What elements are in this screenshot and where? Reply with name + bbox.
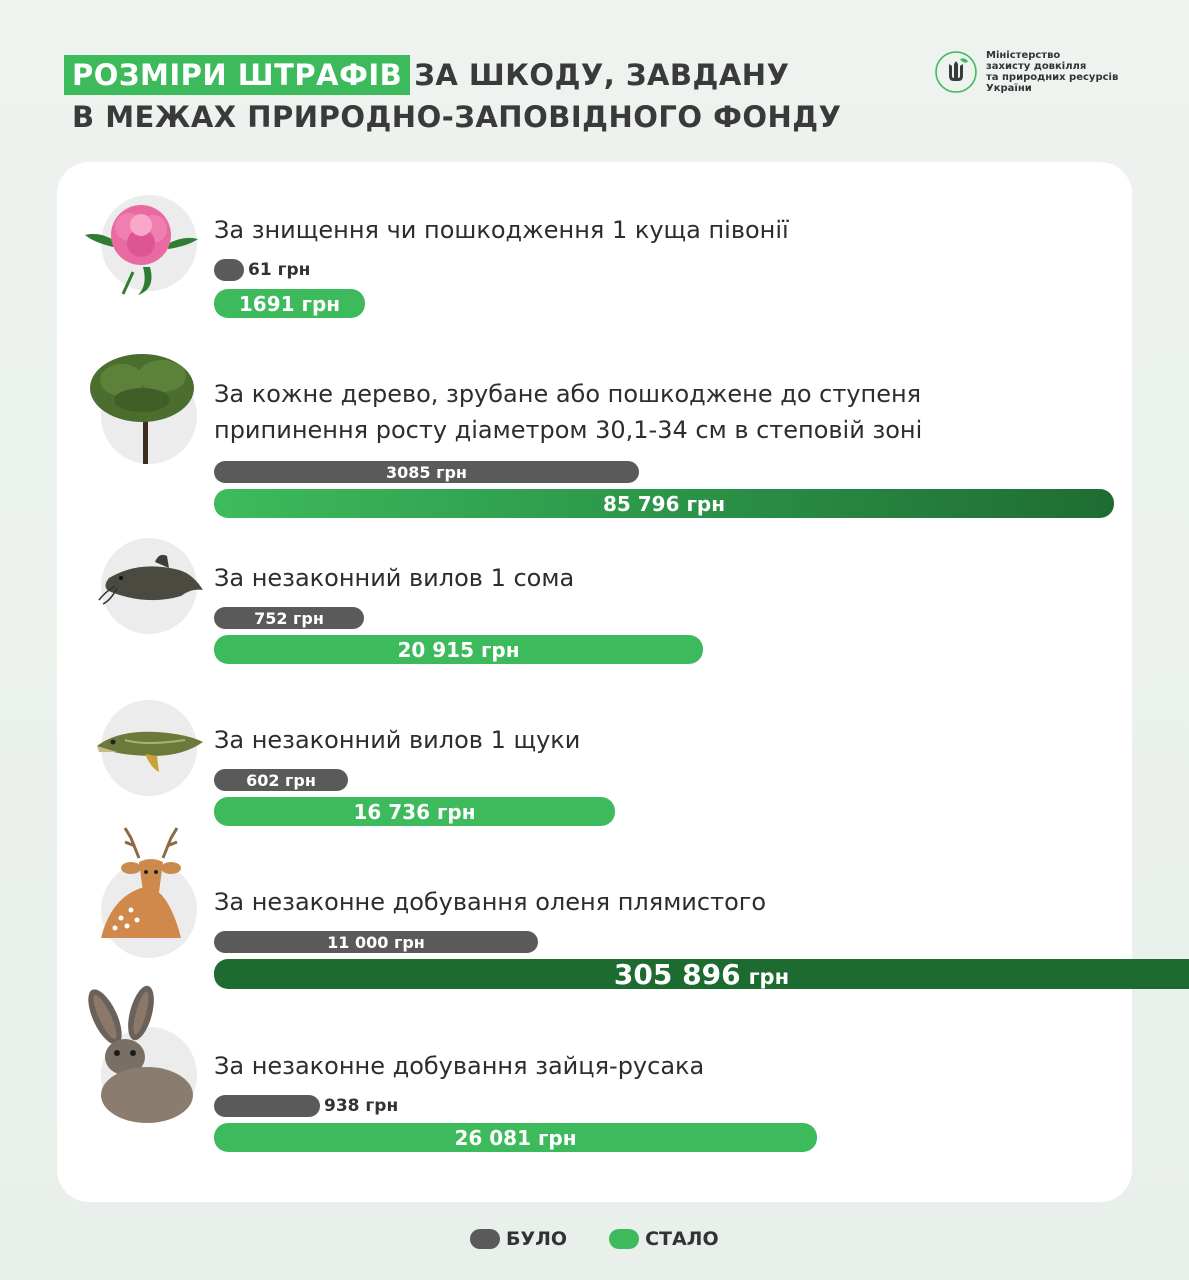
logo-line3: та природних ресурсів xyxy=(986,72,1119,83)
category-label-tree-line1: За кожне дерево, зрубане або пошкоджене до ступеня xyxy=(214,380,922,408)
bar-new-label-4: 305 896 xyxy=(613,957,741,991)
bar-old-3 xyxy=(214,769,348,791)
bar-new-1 xyxy=(214,489,1114,518)
legend xyxy=(470,1228,719,1250)
legend-swatch-old xyxy=(470,1229,500,1249)
trident-emblem-icon xyxy=(934,50,978,94)
tree-avatar xyxy=(101,368,197,464)
logo-line2: захисту довкілля xyxy=(986,61,1087,72)
logo-line4: України xyxy=(986,83,1032,94)
tree-icon xyxy=(87,348,197,468)
logo-line1: Міністерство xyxy=(986,50,1061,61)
category-label-tree-line2: припинення росту діаметром 30,1-34 см в степовій зоні xyxy=(214,416,923,444)
bar-old-0 xyxy=(214,259,244,281)
hare-avatar xyxy=(101,1027,197,1123)
peony-avatar xyxy=(101,195,197,291)
deer-icon xyxy=(91,818,211,958)
legend-label-old: БУЛО xyxy=(506,1228,568,1250)
chart-card xyxy=(57,162,1132,1202)
bar-old-label-3: 602 грн xyxy=(246,770,316,790)
bar-new-label-5: 26 081 грн xyxy=(454,1125,577,1150)
bar-old-5 xyxy=(214,1095,320,1117)
legend-swatch-new xyxy=(609,1229,639,1249)
bar-old-label-0: 61 грн xyxy=(248,260,311,280)
bar-new-label-1: 85 796 грн xyxy=(602,491,726,516)
pike-icon xyxy=(95,710,205,780)
category-label-peony: За знищення чи пошкодження 1 куща півонії xyxy=(214,216,789,244)
bar-new-4 xyxy=(214,959,1189,989)
hare-icon xyxy=(75,987,195,1127)
bar-new-label-0: 1691 грн xyxy=(238,291,341,316)
bar-new-3 xyxy=(214,797,615,826)
pike-avatar xyxy=(101,700,197,796)
bar-old-2 xyxy=(214,607,364,629)
bar-old-label-4: 11 000 грн xyxy=(327,932,425,952)
bar-new-unit-4: грн xyxy=(748,965,790,989)
legend-item-new xyxy=(609,1228,719,1250)
page-title xyxy=(64,55,841,135)
title-highlight: РОЗМІРИ ШТРАФІВ xyxy=(64,55,410,95)
category-label-pike: За незаконний вилов 1 щуки xyxy=(214,726,581,754)
bar-new-5 xyxy=(214,1123,817,1152)
bar-old-label-2: 752 грн xyxy=(254,608,324,628)
bar-new-label-2: 20 915 грн xyxy=(397,637,520,662)
legend-label-new: СТАЛО xyxy=(645,1228,719,1250)
bar-old-4 xyxy=(214,931,538,953)
title-rest: ЗА ШКОДУ, ЗАВДАНУ xyxy=(414,58,790,92)
bar-new-2 xyxy=(214,635,703,664)
legend-item-old xyxy=(470,1228,567,1250)
category-label-hare: За незаконне добування зайця-русака xyxy=(214,1052,705,1080)
bar-new-label-3: 16 736 грн xyxy=(353,799,476,824)
title-line2: В МЕЖАХ ПРИРОДНО-ЗАПОВІДНОГО ФОНДУ xyxy=(72,100,842,134)
peony-icon xyxy=(83,187,203,297)
ministry-logo xyxy=(934,50,1118,94)
category-label-deer: За незаконне добування оленя плямистого xyxy=(214,888,767,916)
catfish-icon xyxy=(95,550,205,620)
category-label-catfish: За незаконний вилов 1 сома xyxy=(214,564,575,592)
bar-old-label-1: 3085 грн xyxy=(386,462,467,482)
bar-old-label-5: 938 грн xyxy=(324,1096,399,1116)
deer-avatar xyxy=(101,862,197,958)
bar-old-1 xyxy=(214,461,639,483)
bar-new-0 xyxy=(214,289,365,318)
catfish-avatar xyxy=(101,538,197,634)
